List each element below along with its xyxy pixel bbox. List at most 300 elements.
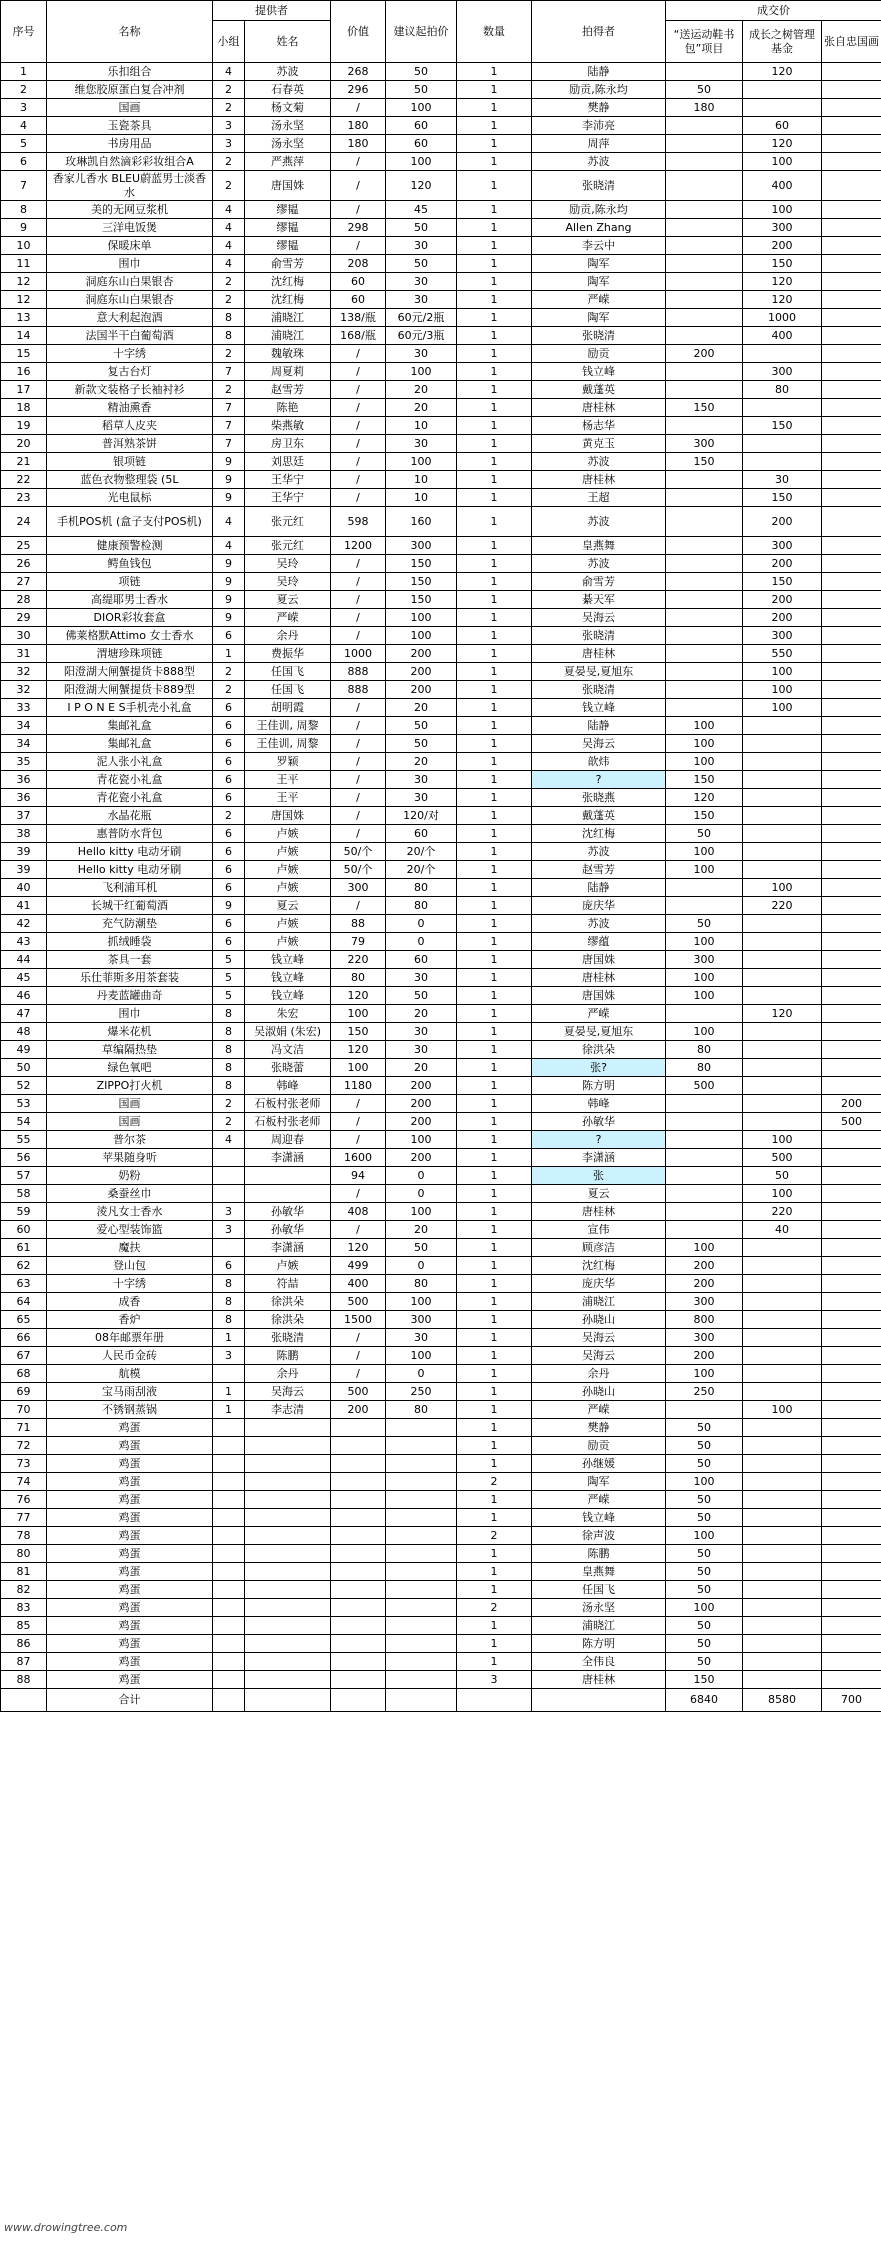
cell-fund-a: 150	[666, 453, 743, 471]
cell-name: 银项链	[47, 453, 213, 471]
table-row	[1, 273, 881, 291]
cell-seq: 49	[1, 1041, 47, 1059]
cell-fund-c	[822, 609, 881, 627]
cell-value: /	[331, 627, 386, 645]
cell-group: 6	[213, 735, 245, 753]
cell-value: 168/瓶	[331, 327, 386, 345]
cell-value: 408	[331, 1203, 386, 1221]
cell-fund-a: 150	[666, 1671, 743, 1689]
cell-group: 1	[213, 1401, 245, 1419]
cell-fund-c	[822, 219, 881, 237]
cell-name: 08年邮票年册	[47, 1329, 213, 1347]
cell-group	[213, 1419, 245, 1437]
table-row	[1, 471, 881, 489]
cell-name: 乐扣组合	[47, 63, 213, 81]
cell-name: 香家儿香水 BLEU蔚蓝男士淡香水	[47, 171, 213, 201]
cell-fund-a	[666, 879, 743, 897]
cell-name: 蓝色衣物整理袋 (5L	[47, 471, 213, 489]
cell-fund-c	[822, 1023, 881, 1041]
cell-start-price: 20	[386, 399, 457, 417]
cell-fund-b: 150	[743, 489, 822, 507]
cell-seq: 39	[1, 861, 47, 879]
cell-fund-a: 200	[666, 1347, 743, 1365]
cell-fund-b	[743, 1239, 822, 1257]
cell-seq: 7	[1, 171, 47, 201]
cell-fund-a: 200	[666, 345, 743, 363]
cell-group	[213, 1239, 245, 1257]
cell-group: 8	[213, 1059, 245, 1077]
cell-group: 6	[213, 825, 245, 843]
cell-fund-b	[743, 1113, 822, 1131]
table-row	[1, 1311, 881, 1329]
cell-provider: 王华宁	[245, 489, 331, 507]
cell-group: 5	[213, 951, 245, 969]
cell-fund-b	[743, 1077, 822, 1095]
cell-provider: 胡明霞	[245, 699, 331, 717]
cell-provider: 卢嫉	[245, 843, 331, 861]
cell-seq: 31	[1, 645, 47, 663]
cell-name: 航模	[47, 1365, 213, 1383]
cell-fund-a: 50	[666, 1509, 743, 1527]
cell-fund-a	[666, 1113, 743, 1131]
cell-bidder: 徐洪朵	[532, 1041, 666, 1059]
cell-start-price: 100	[386, 1131, 457, 1149]
cell-fund-a	[666, 1131, 743, 1149]
cell-value: /	[331, 237, 386, 255]
table-row	[1, 1113, 881, 1131]
cell-fund-b	[743, 99, 822, 117]
cell-provider: 吴玲	[245, 573, 331, 591]
cell-start-price: 200	[386, 1077, 457, 1095]
cell-qty: 1	[457, 153, 532, 171]
cell-provider	[245, 1455, 331, 1473]
cell-qty: 1	[457, 1149, 532, 1167]
table-row	[1, 63, 881, 81]
cell-fund-c	[822, 171, 881, 201]
cell-fund-a: 100	[666, 861, 743, 879]
cell-group: 4	[213, 1131, 245, 1149]
cell-fund-c	[822, 63, 881, 81]
cell-qty: 1	[457, 591, 532, 609]
table-row	[1, 435, 881, 453]
cell-name: 鸡蛋	[47, 1509, 213, 1527]
table-row	[1, 117, 881, 135]
cell-group	[213, 1473, 245, 1491]
cell-qty: 1	[457, 1491, 532, 1509]
cell-group: 4	[213, 237, 245, 255]
cell-fund-c	[822, 1239, 881, 1257]
cell-qty: 1	[457, 825, 532, 843]
cell-fund-b: 300	[743, 363, 822, 381]
cell-fund-a: 100	[666, 1473, 743, 1491]
table-row	[1, 1221, 881, 1239]
table-row	[1, 453, 881, 471]
cell-fund-a	[666, 363, 743, 381]
cell-fund-b	[743, 1257, 822, 1275]
cell-fund-c	[822, 1527, 881, 1545]
cell-fund-c	[822, 1275, 881, 1293]
cell-fund-a	[666, 291, 743, 309]
cell-fund-a: 150	[666, 771, 743, 789]
cell-fund-b	[743, 345, 822, 363]
cell-value: 1200	[331, 537, 386, 555]
cell-provider: 苏波	[245, 63, 331, 81]
header-seq: 序号	[1, 1, 47, 63]
cell-provider: 唐国姝	[245, 807, 331, 825]
cell-provider: 李潇涵	[245, 1149, 331, 1167]
cell-value: 888	[331, 663, 386, 681]
cell-value: /	[331, 807, 386, 825]
cell-bidder: 苏波	[532, 507, 666, 537]
cell-value: 298	[331, 219, 386, 237]
cell-name: 国画	[47, 1095, 213, 1113]
cell-seq: 34	[1, 735, 47, 753]
cell-value: /	[331, 489, 386, 507]
cell-fund-b: 120	[743, 1005, 822, 1023]
cell-fund-a: 120	[666, 789, 743, 807]
cell-fund-b	[743, 1653, 822, 1671]
cell-seq: 42	[1, 915, 47, 933]
cell-name: 绿色氧吧	[47, 1059, 213, 1077]
cell-provider: 符喆	[245, 1275, 331, 1293]
cell-group: 2	[213, 1095, 245, 1113]
table-row	[1, 327, 881, 345]
cell-qty: 1	[457, 1455, 532, 1473]
table-row	[1, 1509, 881, 1527]
cell-qty: 1	[457, 1311, 532, 1329]
cell-fund-b	[743, 825, 822, 843]
cell-group	[213, 1653, 245, 1671]
cell-qty: 1	[457, 1131, 532, 1149]
table-row	[1, 345, 881, 363]
cell-value: /	[331, 753, 386, 771]
cell-seq: 32	[1, 681, 47, 699]
cell-qty: 1	[457, 1239, 532, 1257]
cell-bidder: 孙继媛	[532, 1455, 666, 1473]
cell-value: /	[331, 417, 386, 435]
cell-value: /	[331, 1113, 386, 1131]
cell-fund-c	[822, 987, 881, 1005]
table-row	[1, 843, 881, 861]
table-row	[1, 1491, 881, 1509]
total-fund-c: 700	[822, 1689, 881, 1712]
cell-provider: 冯文洁	[245, 1041, 331, 1059]
cell-fund-b	[743, 789, 822, 807]
cell-seq: 1	[1, 63, 47, 81]
table-row	[1, 201, 881, 219]
cell-group	[213, 1581, 245, 1599]
cell-value: /	[331, 735, 386, 753]
cell-provider: 石板村张老师	[245, 1113, 331, 1131]
cell-name: ZIPPO打火机	[47, 1077, 213, 1095]
table-row	[1, 171, 881, 201]
cell-provider: 张元红	[245, 507, 331, 537]
total-row	[1, 1689, 881, 1712]
cell-group: 2	[213, 681, 245, 699]
cell-qty: 1	[457, 1383, 532, 1401]
cell-fund-b: 550	[743, 645, 822, 663]
cell-provider: 魏敏珠	[245, 345, 331, 363]
cell-qty: 1	[457, 1617, 532, 1635]
cell-start-price: 20	[386, 1059, 457, 1077]
cell-seq: 73	[1, 1455, 47, 1473]
cell-bidder: 钱立峰	[532, 699, 666, 717]
cell-fund-b: 60	[743, 117, 822, 135]
cell-name: 鸡蛋	[47, 1617, 213, 1635]
cell-seq: 43	[1, 933, 47, 951]
cell-group: 9	[213, 489, 245, 507]
cell-start-price: 0	[386, 915, 457, 933]
cell-value	[331, 1545, 386, 1563]
cell-start-price: 60元/3瓶	[386, 327, 457, 345]
cell-group: 8	[213, 327, 245, 345]
cell-group: 4	[213, 255, 245, 273]
cell-qty: 1	[457, 537, 532, 555]
cell-qty: 1	[457, 99, 532, 117]
cell-bidder: 陈方明	[532, 1635, 666, 1653]
cell-value: /	[331, 345, 386, 363]
cell-start-price	[386, 1635, 457, 1653]
cell-start-price: 100	[386, 153, 457, 171]
cell-provider: 钱立峰	[245, 969, 331, 987]
cell-fund-b	[743, 717, 822, 735]
cell-fund-c	[822, 1383, 881, 1401]
cell-bidder: 黄克玉	[532, 435, 666, 453]
table-row	[1, 219, 881, 237]
cell-bidder: 俞雪芳	[532, 573, 666, 591]
cell-name: 精油熏香	[47, 399, 213, 417]
cell-seq: 83	[1, 1599, 47, 1617]
cell-bidder: 皇燕舞	[532, 537, 666, 555]
cell-name: DIOR彩妆套盒	[47, 609, 213, 627]
cell-seq: 30	[1, 627, 47, 645]
cell-bidder: 吴海云	[532, 735, 666, 753]
header-deal-price: 成交价	[666, 1, 881, 21]
cell-value: 120	[331, 987, 386, 1005]
cell-qty: 1	[457, 807, 532, 825]
cell-fund-c	[822, 153, 881, 171]
cell-fund-b	[743, 1545, 822, 1563]
cell-start-price: 150	[386, 591, 457, 609]
table-row	[1, 735, 881, 753]
cell-name: 鸡蛋	[47, 1545, 213, 1563]
cell-fund-b: 80	[743, 381, 822, 399]
cell-qty: 1	[457, 291, 532, 309]
cell-fund-c	[822, 807, 881, 825]
cell-provider: 卢嫉	[245, 915, 331, 933]
cell-name: 健康预警检测	[47, 537, 213, 555]
cell-start-price: 80	[386, 1401, 457, 1419]
cell-qty: 1	[457, 1437, 532, 1455]
cell-name: 奶粉	[47, 1167, 213, 1185]
cell-fund-a	[666, 645, 743, 663]
cell-name: 普尔茶	[47, 1131, 213, 1149]
cell-bidder: 钱立峰	[532, 1509, 666, 1527]
cell-fund-b	[743, 1455, 822, 1473]
cell-group: 5	[213, 987, 245, 1005]
cell-qty: 1	[457, 735, 532, 753]
cell-group: 9	[213, 591, 245, 609]
table-row	[1, 99, 881, 117]
cell-qty: 1	[457, 951, 532, 969]
cell-name: 集邮礼盒	[47, 735, 213, 753]
table-row	[1, 1635, 881, 1653]
cell-qty: 2	[457, 1527, 532, 1545]
table-row	[1, 861, 881, 879]
cell-fund-c	[822, 255, 881, 273]
cell-provider: 缪韫	[245, 237, 331, 255]
cell-name: 围巾	[47, 1005, 213, 1023]
cell-seq: 87	[1, 1653, 47, 1671]
cell-provider: 王佳训, 周黎	[245, 735, 331, 753]
cell-fund-b: 100	[743, 1185, 822, 1203]
cell-value: /	[331, 1329, 386, 1347]
table-row	[1, 627, 881, 645]
cell-seq: 5	[1, 135, 47, 153]
cell-bidder: 唐国姝	[532, 987, 666, 1005]
cell-provider: 孙敏华	[245, 1221, 331, 1239]
cell-seq: 19	[1, 417, 47, 435]
cell-start-price: 100	[386, 363, 457, 381]
cell-seq: 21	[1, 453, 47, 471]
cell-qty: 1	[457, 969, 532, 987]
table-row	[1, 573, 881, 591]
cell-start-price: 30	[386, 789, 457, 807]
cell-seq: 23	[1, 489, 47, 507]
header-fund-a: “送运动鞋书包”项目	[666, 21, 743, 63]
cell-qty: 1	[457, 843, 532, 861]
cell-fund-a: 50	[666, 1419, 743, 1437]
cell-fund-c	[822, 1653, 881, 1671]
cell-value: 888	[331, 681, 386, 699]
cell-provider: 夏云	[245, 591, 331, 609]
cell-start-price	[386, 1617, 457, 1635]
table-row	[1, 807, 881, 825]
cell-group	[213, 1509, 245, 1527]
cell-start-price: 150	[386, 573, 457, 591]
cell-fund-a	[666, 381, 743, 399]
cell-qty: 1	[457, 1113, 532, 1131]
cell-provider: 夏云	[245, 897, 331, 915]
cell-fund-a	[666, 663, 743, 681]
cell-fund-b	[743, 399, 822, 417]
cell-provider: 严嵘	[245, 609, 331, 627]
cell-name: 草编隔热垫	[47, 1041, 213, 1059]
cell-value: 79	[331, 933, 386, 951]
cell-fund-b	[743, 1527, 822, 1545]
cell-seq: 74	[1, 1473, 47, 1491]
cell-qty: 1	[457, 1545, 532, 1563]
cell-name: 玉瓷茶具	[47, 117, 213, 135]
cell-fund-c	[822, 291, 881, 309]
cell-group: 2	[213, 1113, 245, 1131]
cell-bidder: 顾彦洁	[532, 1239, 666, 1257]
watermark: www.drowingtree.com	[4, 2221, 128, 2234]
cell-name: 佛莱格默Attimo 女士香水	[47, 627, 213, 645]
cell-value	[331, 1581, 386, 1599]
cell-group: 1	[213, 645, 245, 663]
total-bidder	[532, 1689, 666, 1712]
cell-fund-c	[822, 969, 881, 987]
cell-qty: 1	[457, 1365, 532, 1383]
cell-start-price: 100	[386, 1293, 457, 1311]
cell-name: 登山包	[47, 1257, 213, 1275]
table-row	[1, 1005, 881, 1023]
cell-fund-b	[743, 435, 822, 453]
cell-seq: 37	[1, 807, 47, 825]
cell-qty: 1	[457, 1185, 532, 1203]
cell-group: 3	[213, 117, 245, 135]
cell-value	[331, 1509, 386, 1527]
cell-name: 鳄鱼钱包	[47, 555, 213, 573]
cell-fund-c	[822, 537, 881, 555]
cell-fund-a	[666, 309, 743, 327]
cell-fund-c	[822, 1203, 881, 1221]
cell-start-price: 10	[386, 489, 457, 507]
cell-fund-c	[822, 1545, 881, 1563]
cell-fund-b: 220	[743, 897, 822, 915]
cell-qty: 1	[457, 381, 532, 399]
cell-fund-a: 100	[666, 717, 743, 735]
cell-bidder: 夏晏旻,夏旭东	[532, 1023, 666, 1041]
cell-start-price	[386, 1473, 457, 1491]
cell-value: 300	[331, 879, 386, 897]
cell-start-price: 100	[386, 1347, 457, 1365]
cell-qty: 1	[457, 915, 532, 933]
cell-seq: 46	[1, 987, 47, 1005]
cell-name: 鸡蛋	[47, 1455, 213, 1473]
cell-value: /	[331, 717, 386, 735]
cell-start-price	[386, 1527, 457, 1545]
cell-name: 人民币金砖	[47, 1347, 213, 1365]
cell-qty: 1	[457, 309, 532, 327]
cell-qty: 1	[457, 1329, 532, 1347]
table-row	[1, 1041, 881, 1059]
cell-value	[331, 1671, 386, 1689]
cell-fund-a	[666, 273, 743, 291]
cell-bidder: 庞庆华	[532, 1275, 666, 1293]
cell-group: 3	[213, 1347, 245, 1365]
cell-seq: 32	[1, 663, 47, 681]
cell-bidder: 励贡,陈永均	[532, 81, 666, 99]
cell-group	[213, 1365, 245, 1383]
cell-name: 鸡蛋	[47, 1527, 213, 1545]
cell-qty: 1	[457, 1023, 532, 1041]
cell-qty: 1	[457, 255, 532, 273]
cell-group: 2	[213, 81, 245, 99]
cell-seq: 36	[1, 771, 47, 789]
cell-value: /	[331, 435, 386, 453]
cell-seq: 4	[1, 117, 47, 135]
cell-seq: 88	[1, 1671, 47, 1689]
cell-fund-a: 100	[666, 753, 743, 771]
cell-qty: 1	[457, 81, 532, 99]
cell-fund-b	[743, 1473, 822, 1491]
cell-start-price: 20	[386, 1221, 457, 1239]
cell-value: /	[331, 153, 386, 171]
cell-provider: 费振华	[245, 645, 331, 663]
cell-start-price: 160	[386, 507, 457, 537]
cell-name: 鸡蛋	[47, 1491, 213, 1509]
total-fund-a: 6840	[666, 1689, 743, 1712]
cell-bidder: 吴海云	[532, 609, 666, 627]
cell-bidder: 严嵘	[532, 1005, 666, 1023]
header-fund-c: 张自忠国画	[822, 21, 881, 63]
cell-value: /	[331, 789, 386, 807]
cell-group: 8	[213, 309, 245, 327]
cell-provider: 汤永坚	[245, 117, 331, 135]
cell-fund-c	[822, 1581, 881, 1599]
